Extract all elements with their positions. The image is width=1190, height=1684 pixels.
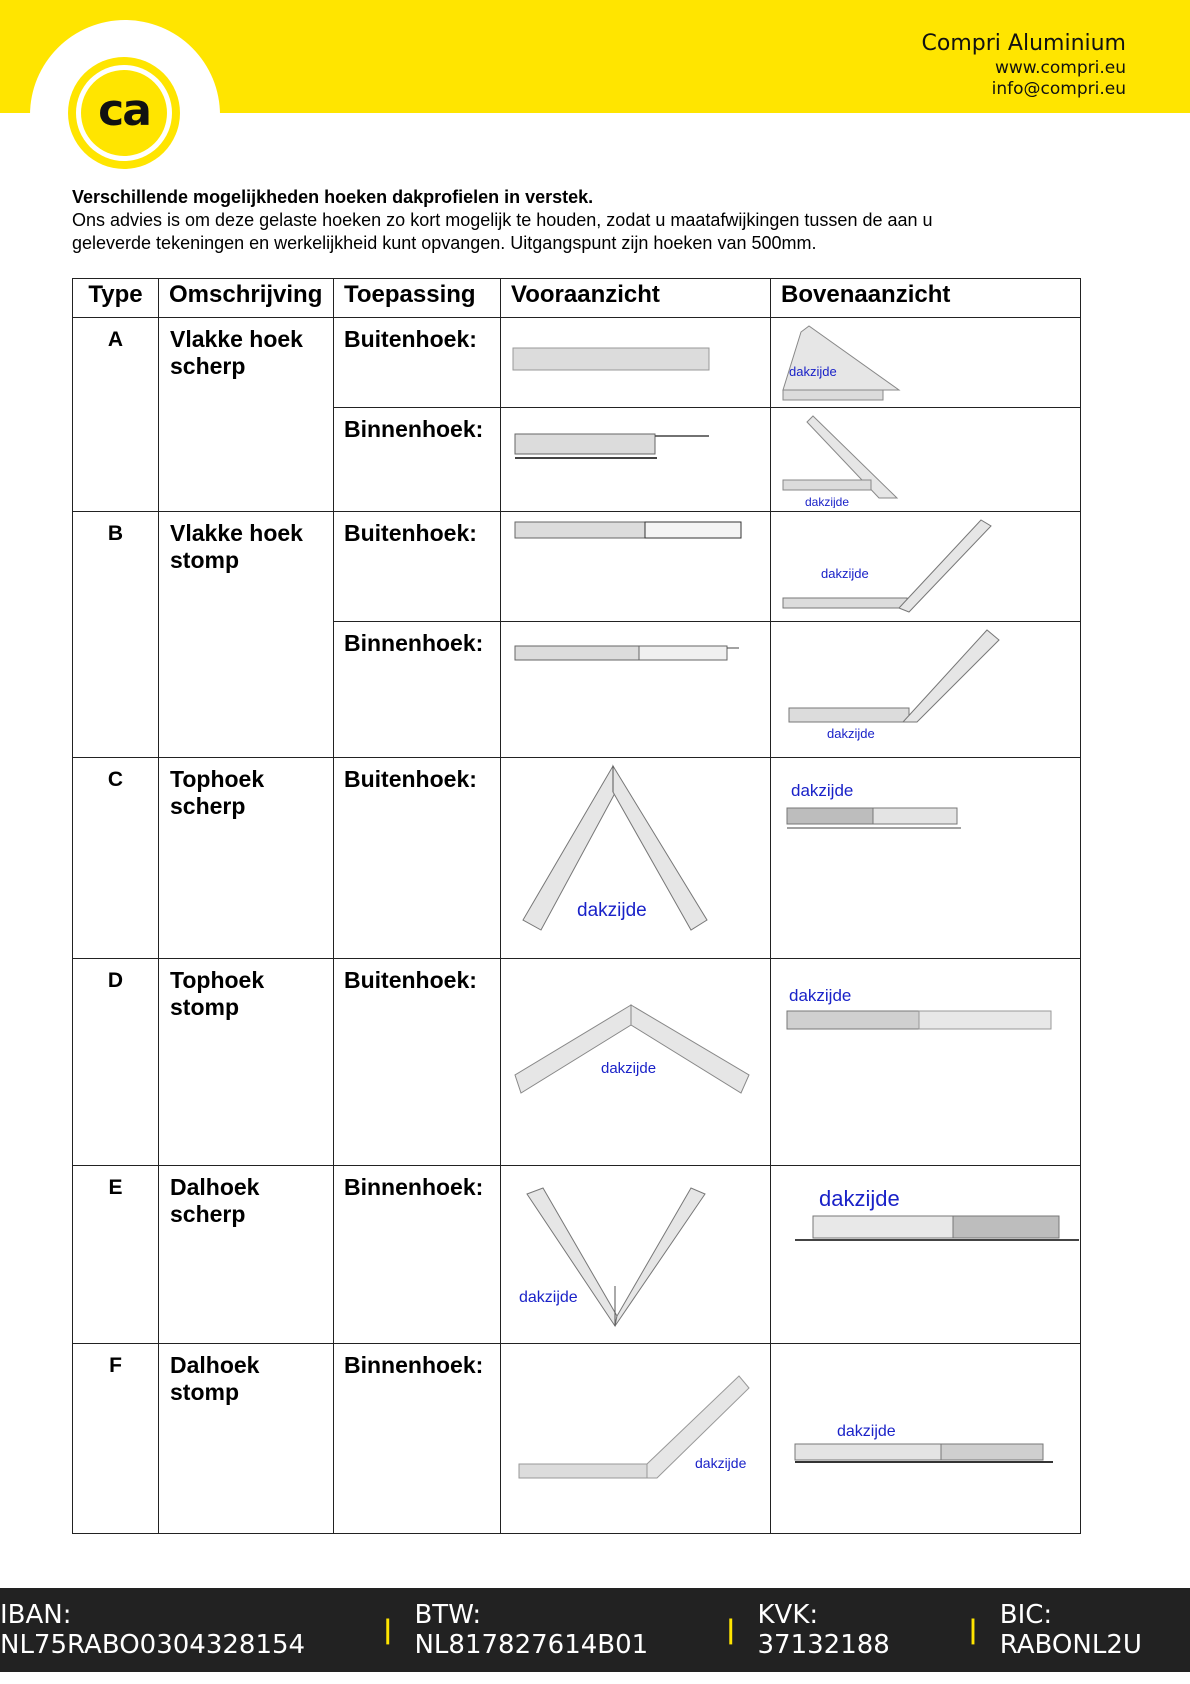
front-view-diagram bbox=[501, 512, 771, 622]
top-view-diagram bbox=[771, 1344, 1081, 1534]
top-view-diagram bbox=[771, 512, 1081, 622]
dakzijde-label: dakzijde bbox=[601, 1060, 657, 1077]
front-view-diagram bbox=[501, 318, 771, 408]
dakzijde-label: dakzijde bbox=[519, 1289, 578, 1306]
company-logo bbox=[68, 57, 180, 169]
intro-line-1: Ons advies is om deze gelaste hoeken zo kort mogelijk te houden, zodat u maatafwijkingen tussen de aan u bbox=[72, 210, 933, 230]
company-website[interactable]: www.compri.eu bbox=[994, 58, 1126, 78]
row-type: A bbox=[73, 318, 159, 512]
front-view-diagram bbox=[501, 758, 771, 959]
footer-separator: | bbox=[968, 1615, 978, 1645]
front-view-diagram bbox=[501, 959, 771, 1166]
corner-types-table bbox=[72, 278, 1081, 1534]
front-view-diagram bbox=[501, 622, 771, 758]
company-name: Compri Aluminium bbox=[921, 31, 1126, 56]
row-description: Vlakke hoek scherp bbox=[159, 318, 334, 512]
dakzijde-label: dakzijde bbox=[837, 1423, 896, 1440]
footer-bank-details bbox=[0, 1588, 1190, 1672]
footer-separator: | bbox=[725, 1615, 736, 1645]
row-description: Vlakke hoek stomp bbox=[159, 512, 334, 758]
dakzijde-label: dakzijde bbox=[577, 900, 647, 921]
row-description: Dalhoek scherp bbox=[159, 1166, 334, 1344]
top-view-diagram bbox=[771, 622, 1081, 758]
top-view-diagram bbox=[771, 318, 1081, 408]
dakzijde-label: dakzijde bbox=[791, 781, 854, 800]
row-description: Dalhoek stomp bbox=[159, 1344, 334, 1534]
row-application: Buitenhoek: bbox=[334, 758, 501, 959]
row-type: D bbox=[73, 959, 159, 1166]
intro-line-2: geleverde tekeningen en werkelijkheid kunt opvangen. Uitgangspunt zijn hoeken van 500mm. bbox=[72, 233, 817, 253]
intro-text bbox=[72, 186, 1072, 255]
dakzijde-label: dakzijde bbox=[695, 1455, 747, 1471]
top-view-diagram bbox=[771, 408, 1081, 512]
table-row bbox=[73, 1344, 1081, 1534]
dakzijde-label: dakzijde bbox=[821, 566, 869, 581]
table-row bbox=[73, 758, 1081, 959]
top-view-diagram bbox=[771, 1166, 1081, 1344]
footer-btw: BTW: NL817827614B01 bbox=[414, 1600, 649, 1660]
dakzijde-label: dakzijde bbox=[819, 1186, 900, 1211]
dakzijde-label: dakzijde bbox=[789, 986, 852, 1005]
header-type: Type bbox=[73, 279, 159, 318]
footer-iban: IBAN: NL75RABO0304328154 bbox=[0, 1600, 306, 1660]
table-header-row bbox=[73, 279, 1081, 318]
dakzijde-label: dakzijde bbox=[789, 364, 837, 379]
header-bovenaanzicht: Bovenaanzicht bbox=[771, 279, 1081, 318]
front-view-diagram bbox=[501, 408, 771, 512]
row-description: Tophoek stomp bbox=[159, 959, 334, 1166]
footer-kvk: KVK: 37132188 bbox=[757, 1600, 890, 1660]
table-row bbox=[73, 959, 1081, 1166]
logo-text: ca bbox=[98, 84, 150, 136]
top-view-diagram bbox=[771, 959, 1081, 1166]
row-application: Binnenhoek: bbox=[334, 622, 501, 758]
company-contact bbox=[922, 30, 1126, 100]
table-row bbox=[73, 512, 1081, 622]
front-view-diagram bbox=[501, 1344, 771, 1534]
table-row bbox=[73, 1166, 1081, 1344]
header-toepassing: Toepassing bbox=[334, 279, 501, 318]
row-application: Buitenhoek: bbox=[334, 959, 501, 1166]
dakzijde-label: dakzijde bbox=[827, 726, 875, 741]
row-application: Buitenhoek: bbox=[334, 318, 501, 408]
row-type: C bbox=[73, 758, 159, 959]
row-application: Buitenhoek: bbox=[334, 512, 501, 622]
header-omschrijving: Omschrijving bbox=[159, 279, 334, 318]
row-type: B bbox=[73, 512, 159, 758]
row-application: Binnenhoek: bbox=[334, 1166, 501, 1344]
top-view-diagram bbox=[771, 758, 1081, 959]
intro-title: Verschillende mogelijkheden hoeken dakprofielen in verstek. bbox=[72, 187, 594, 207]
front-view-diagram bbox=[501, 1166, 771, 1344]
row-application: Binnenhoek: bbox=[334, 408, 501, 512]
footer-separator: | bbox=[382, 1615, 393, 1645]
company-email[interactable]: info@compri.eu bbox=[991, 79, 1126, 99]
row-description: Tophoek scherp bbox=[159, 758, 334, 959]
row-type: E bbox=[73, 1166, 159, 1344]
table-row bbox=[73, 318, 1081, 408]
header-vooraanzicht: Vooraanzicht bbox=[501, 279, 771, 318]
row-type: F bbox=[73, 1344, 159, 1534]
row-application: Binnenhoek: bbox=[334, 1344, 501, 1534]
footer-bic: BIC: RABONL2U bbox=[999, 1600, 1142, 1660]
dakzijde-label: dakzijde bbox=[805, 495, 850, 508]
